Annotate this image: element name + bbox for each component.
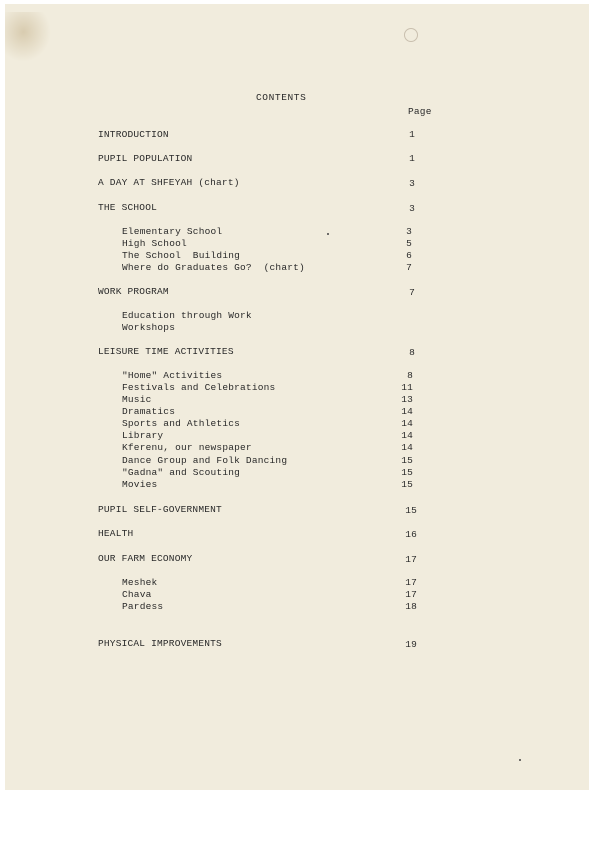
toc-subentry-title: Education through Work: [122, 310, 252, 321]
toc-subentry-page: 11: [401, 382, 413, 393]
ink-speck: [327, 233, 329, 235]
toc-subentry-page: 5: [406, 238, 412, 249]
document-page: [5, 4, 589, 790]
toc-subentry-title: Dramatics: [122, 406, 176, 417]
toc-subentry-title: Chava: [122, 589, 152, 600]
toc-subentry-title: Meshek: [122, 577, 158, 588]
toc-subentry-title: Workshops: [122, 322, 176, 333]
toc-subentry-title: "Home" Activities: [122, 370, 223, 381]
toc-subentry-title: Elementary School: [122, 226, 223, 237]
toc-entry-title: HEALTH: [98, 528, 134, 539]
toc-subentry-page: 14: [401, 442, 413, 453]
toc-subentry-title: Library: [122, 430, 164, 441]
toc-entry-title: A DAY AT SHFEYAH (chart): [98, 177, 240, 188]
toc-entry-title: INTRODUCTION: [98, 129, 169, 140]
toc-subentry-title: Where do Graduates Go? (chart): [122, 262, 305, 273]
toc-subentry-title: Pardess: [122, 601, 164, 612]
toc-entry-page: 1: [409, 129, 415, 140]
circle-mark: [404, 28, 418, 42]
toc-subentry-page: 6: [406, 250, 412, 261]
toc-subentry-title: Kferenu, our newspaper: [122, 442, 252, 453]
toc-subentry-title: The School Building: [122, 250, 241, 261]
toc-entry-title: LEISURE TIME ACTIVITIES: [98, 346, 234, 357]
toc-entry-title: PUPIL POPULATION: [98, 153, 193, 164]
toc-subentry-page: 18: [405, 601, 417, 612]
toc-entry-title: OUR FARM ECONOMY: [98, 553, 193, 564]
page-column-label: Page: [408, 106, 432, 117]
toc-subentry-page: 15: [401, 479, 413, 490]
toc-entry-page: 1: [409, 153, 415, 164]
toc-subentry-title: Sports and Athletics: [122, 418, 241, 429]
contents-heading: CONTENTS: [256, 92, 307, 103]
toc-subentry-page: 15: [401, 467, 413, 478]
ink-speck: [519, 759, 521, 761]
toc-subentry-page: 14: [401, 430, 413, 441]
toc-subentry-title: Dance Group and Folk Dancing: [122, 455, 288, 466]
toc-entry-page: 8: [409, 347, 415, 358]
toc-entry-page: 7: [409, 287, 415, 298]
toc-entry-page: 16: [405, 529, 417, 540]
toc-entry-page: 15: [405, 505, 417, 516]
toc-entry-title: PHYSICAL IMPROVEMENTS: [98, 638, 222, 649]
toc-subentry-page: 13: [401, 394, 413, 405]
toc-subentry-page: 3: [406, 226, 412, 237]
toc-subentry-page: 17: [405, 577, 417, 588]
toc-entry-title: WORK PROGRAM: [98, 286, 169, 297]
toc-subentry-page: 14: [401, 418, 413, 429]
toc-subentry-page: 17: [405, 589, 417, 600]
toc-subentry-page: 7: [406, 262, 412, 273]
toc-subentry-title: High School: [122, 238, 187, 249]
toc-entry-title: THE SCHOOL: [98, 202, 158, 213]
toc-entry-page: 3: [409, 203, 415, 214]
toc-subentry-title: Festivals and Celebrations: [122, 382, 276, 393]
toc-entry-page: 17: [405, 554, 417, 565]
toc-subentry-page: 15: [401, 455, 413, 466]
toc-entry-page: 19: [405, 639, 417, 650]
toc-subentry-title: Music: [122, 394, 152, 405]
toc-entry-page: 3: [409, 178, 415, 189]
toc-entry-title: PUPIL SELF-GOVERNMENT: [98, 504, 222, 515]
toc-subentry-title: Movies: [122, 479, 158, 490]
toc-subentry-page: 14: [401, 406, 413, 417]
corner-stain: [5, 12, 51, 62]
toc-subentry-title: "Gadna" and Scouting: [122, 467, 241, 478]
toc-subentry-page: 8: [407, 370, 413, 381]
